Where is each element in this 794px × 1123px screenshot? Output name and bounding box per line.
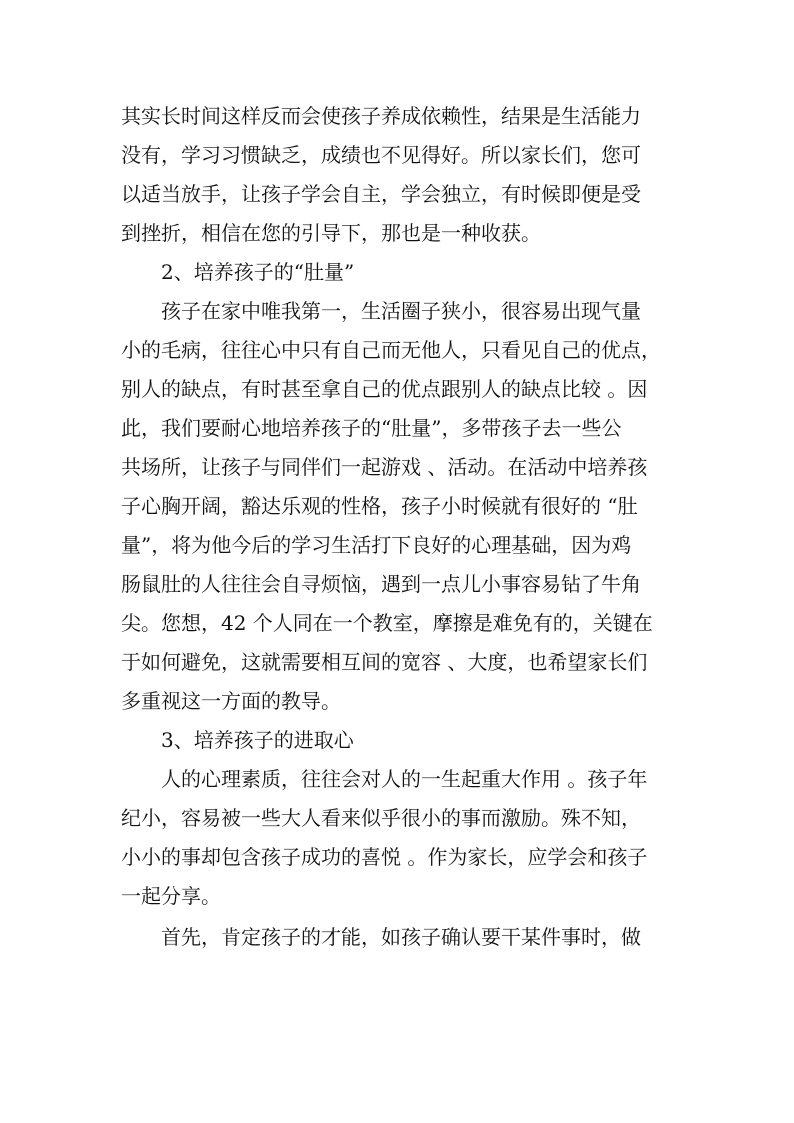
text-line: 子心胸开阔，豁达乐观的性格，孩子小时候就有很好的 “肚 — [121, 494, 638, 518]
text-line: 量”，将为他今后的学习生活打下良好的心理基础，因为鸡 — [121, 533, 632, 557]
text-line: 别人的缺点，有时甚至拿自己的优点跟别人的缺点比较 。因 — [121, 377, 648, 401]
text-line: 以适当放手，让孩子学会自主，学会独立，有时候即便是受 — [121, 182, 641, 206]
text-line: 于如何避免，这就需要相互间的宽容 、大度，也希望家长们 — [121, 650, 648, 674]
text-line: 一起分享。 — [121, 884, 221, 908]
text-line: 小的毛病，往往心中只有自己而无他人，只看见自己的优点， — [121, 338, 661, 362]
paragraph-first-line: 首先，肯定孩子的才能，如孩子确认要干某件事时，做 — [161, 925, 641, 949]
text-line: 其实长时间这样反而会使孩子养成依赖性，结果是生活能力 — [121, 104, 641, 128]
section-heading: 3、培养孩子的进取心 — [161, 728, 354, 752]
paragraph-first-line: 人的心理素质，往往会对人的一生起重大作用 。孩子年 — [161, 767, 648, 791]
section-heading: 2、培养孩子的“肚量” — [161, 260, 355, 284]
text-line: 纪小，容易被一些大人看来似乎很小的事而激励。殊不知， — [121, 806, 641, 830]
text-line: 此，我们要耐心地培养孩子的“肚量”，多带孩子去一些公 — [121, 416, 622, 440]
text-line: 尖。您想，42 个人同在一个教室，摩擦是难免有的，关键在 — [121, 611, 653, 635]
text-line: 到挫折，相信在您的引导下，那也是一种收获。 — [121, 221, 541, 245]
text-line: 没有，学习习惯缺乏，成绩也不见得好。所以家长们，您可 — [121, 143, 641, 167]
paragraph-first-line: 孩子在家中唯我第一，生活圈子狭小，很容易出现气量 — [161, 299, 641, 323]
text-line: 共场所，让孩子与同伴们一起游戏 、活动。在活动中培养孩 — [121, 455, 648, 479]
text-line: 多重视这一方面的教导。 — [121, 689, 341, 713]
text-line: 肠鼠肚的人往往会自寻烦恼，遇到一点儿小事容易钻了牛角 — [121, 572, 641, 596]
text-line: 小小的事却包含孩子成功的喜悦 。作为家长，应学会和孩子 — [121, 845, 648, 869]
